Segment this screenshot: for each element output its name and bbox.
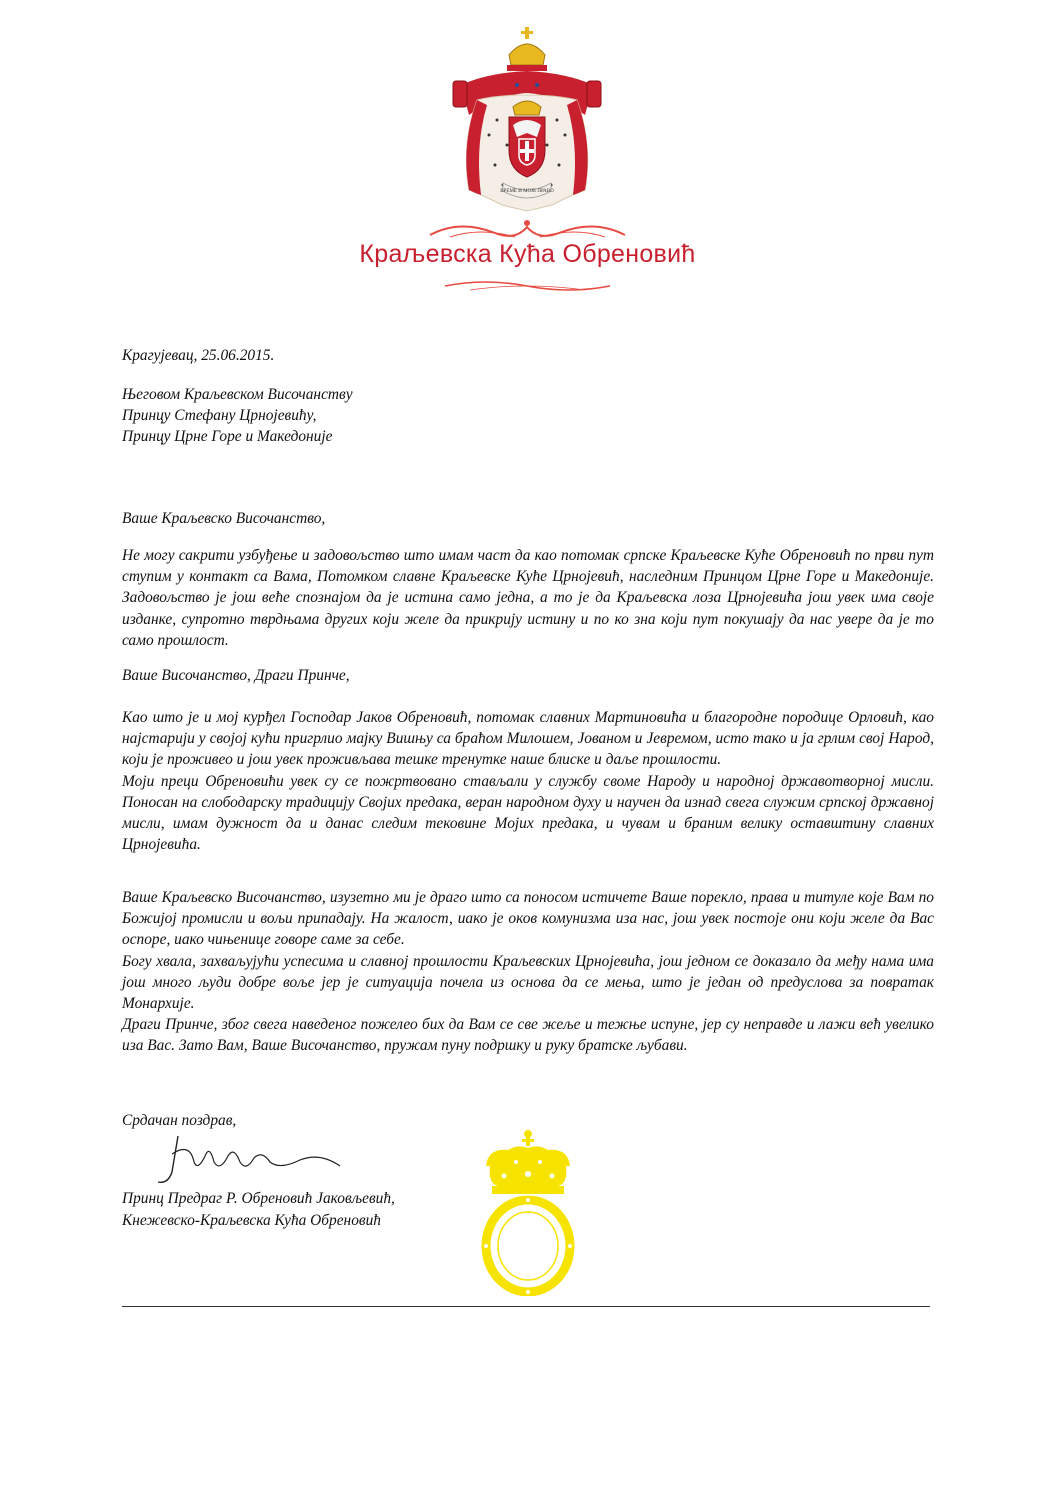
recipient-block [122,384,934,448]
paragraph-text: Као што је и мој курђел Господар Јаков Обреновић, потомак славних Мартиновића и благородне породице Орловић, као најстарији у својој кући пригрлио мајку Вишњу са браћом Милошем, Јованом и Јевремом, исто тако и ја грлим свој Народ, који је проживео и још увек проживљава тешке тренутке наше блиске и даље прошлости. [122,709,934,769]
paragraph-3 [122,887,934,1057]
signer-name: Принц Предраг Р. Обреновић Јаковљевић, [122,1190,395,1207]
royal-monogram-image [478,1128,578,1296]
paragraph-2 [122,707,934,855]
paragraph-text: Не могу сакрити узбуђење и задовољство што имам част да као потомак српске Краљевске Куће Обреновић по први пут ступим у контакт са Вама, Потомком славне Краљевске Куће Црнојевић, наследним Принцом Црне Горе и Македоније. Задовољство је још веће спознајом да је истина само једна, а то је да Краљевска лоза Црнојевића још увек има своје изданке, супротно тврдњама других који желе да прикрију истину и по ко зна који пут покушају да нас увере да је то само прошлост. [122,547,934,649]
house-title: Краљевска Кућа Обреновић [359,240,696,268]
recipient-line: Принцу Црне Горе и Македоније [122,428,333,446]
closing-text: Срдачан поздрав, [122,1112,237,1129]
recipient-line: Принцу Стефану Црнојевићу, [122,407,317,425]
signer-house: Кнежевско-Краљевска Кућа Обреновић [122,1212,381,1229]
salutation-2 [122,665,934,686]
salutation-1 [122,508,934,529]
paragraph-text: Ваше Краљевско Височанство, изузетно ми је драго што са поносом истичете Ваше порекло, права и титуле које Вам по Божијој промисли и вољи припадају. На жалост, иако је оков комунизма иза нас, још увек постоје они који желе да Вас оспоре, иако чињенице говоре саме за себе. [122,889,934,949]
ornament-bottom [440,278,615,294]
letter-date [122,345,934,366]
paragraph-1 [122,545,934,651]
date-line: Крагујевац, 25.06.2015. [122,347,275,364]
salutation-text: Ваше Височанство, Драги Принче, [122,667,350,684]
coat-of-arms-image [447,25,607,215]
recipient-line: Његовом Краљевском Височанству [122,386,353,403]
signer-block [122,1188,395,1232]
paragraph-text: Моји преци Обреновићи увек су се пожртвовано стављали у службу своме Народу и народној државотворној мисли. Поносан на слободарску традицију Својих предака, веран народном духу и научен да изнад свега служим српској државној мисли, имам дужност да и данас следим тековине Мојих предака, и чувам и браним велику оставштину славних Црнојевића. [122,772,934,854]
paragraph-text: Богу хвала, захваљујући успесима и славној прошлости Краљевских Црнојевића, још једном се доказало да међу нама има још много људи добре воље јер је ситуација почела из основа да се мења, што је један од предуслова за повратак Монархије. [122,952,934,1013]
salutation-text: Ваше Краљевско Височанство, [122,510,326,527]
footer-rule [122,1306,930,1307]
handwritten-signature [150,1132,350,1190]
paragraph-text: Драги Принче, због свега наведеног пожелео бих да Вам се све жеље и тежње испуне, јер су неправде и лажи већ увелико иза Вас. Зато Вам, Ваше Височанство, пружам пуну подршку и руку братске љубави. [122,1016,934,1055]
coat-motto-text: ВРЕМЕ И МОЈЕ ПРАВО [500,189,554,194]
